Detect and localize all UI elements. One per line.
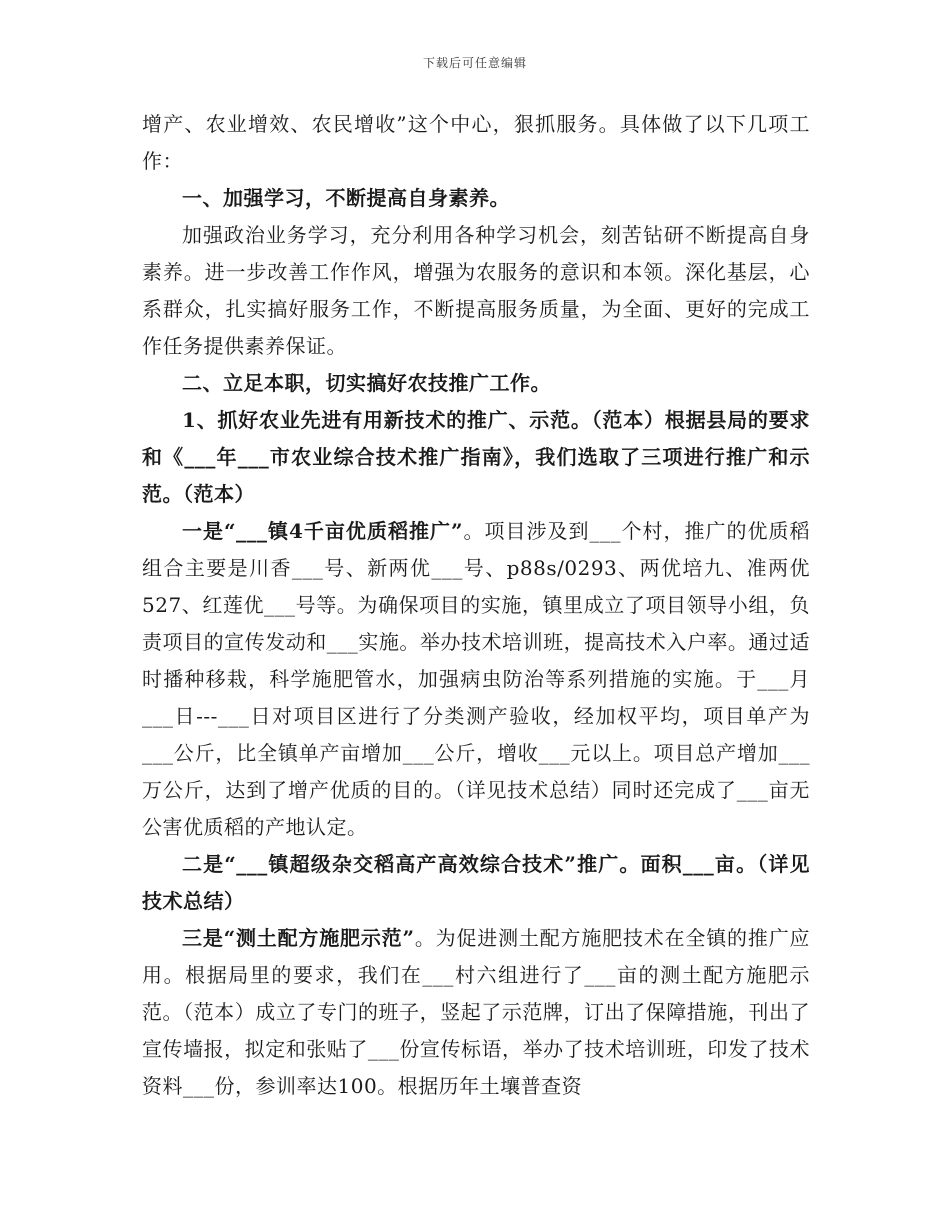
- paragraph-intro: 增产、农业增效、农民增收”这个中心，狠抓服务。具体做了以下几项工作：: [142, 112, 810, 173]
- project-3-body: 。为促进测土配方施肥技术在全镇的推广应用。根据局里的要求，我们在___村六组进行了___亩的测土配方施肥示范。（范本）成立了专门的班子，竖起了示范牌，订出了保障措施，刊出了宣传墙报，拟定和张贴了___份宣传标语，举办了技术培训班，印发了技术资料___份，参训率达100。根据历年土壤普查资: [142, 926, 811, 1098]
- project-3-lead: 三是“测土配方施肥示范”: [182, 926, 415, 950]
- paragraph-study: 加强政治业务学习，充分利用各种学习机会，刻苦钻研不断提高自身素养。进一步改善工作作风，增强为农服务的意识和本领。深化基层，心系群众，扎实搞好服务工作，不断提高服务质量，为全面、更好的完成工作任务提供素养保证。: [142, 223, 810, 358]
- project-1-body: 。项目涉及到___个村，推广的优质稻组合主要是川香___号、新两优___号、p88s/0293、两优培九、准两优527、红莲优___号等。为确保项目的实施，镇里成立了项目领导小组，负责项目的宣传发动和___实施。举办技术培训班，提高技术入户率。通过适时播种移栽，科学施肥管水，加强病虫防治等系列措施的实施。于___月___日---___日对项目区进行了分类测产验收，经加权平均，项目单产为___公斤，比全镇单产亩增加___公斤，增收___元以上。项目总产增加___万公斤，达到了增产优质的目的。（详见技术总结）同时还完成了___亩无公害优质稻的产地认定。: [142, 519, 810, 839]
- paragraph-project-2: 二是“___镇超级杂交稻高产高效综合技术”推广。面积___亩。（详见技术总结）: [142, 852, 810, 913]
- paragraph-project-3: [142, 920, 810, 1105]
- document-body: [142, 106, 810, 1105]
- section-heading-2: 二、立足本职，切实搞好农技推广工作。: [182, 371, 551, 395]
- subsection-heading-1: 1、抓好农业先进有用新技术的推广、示范。（范本）根据县局的要求和《___年___市农业综合技术推广指南》，我们选取了三项进行推广和示范。（范本）: [142, 408, 810, 506]
- paragraph-project-1: [142, 513, 810, 846]
- page-header: 下载后可任意编辑: [422, 56, 527, 70]
- section-heading-1: 一、加强学习，不断提高自身素养。: [182, 186, 510, 210]
- project-1-lead: 一是“___镇4千亩优质稻推广”: [182, 519, 463, 543]
